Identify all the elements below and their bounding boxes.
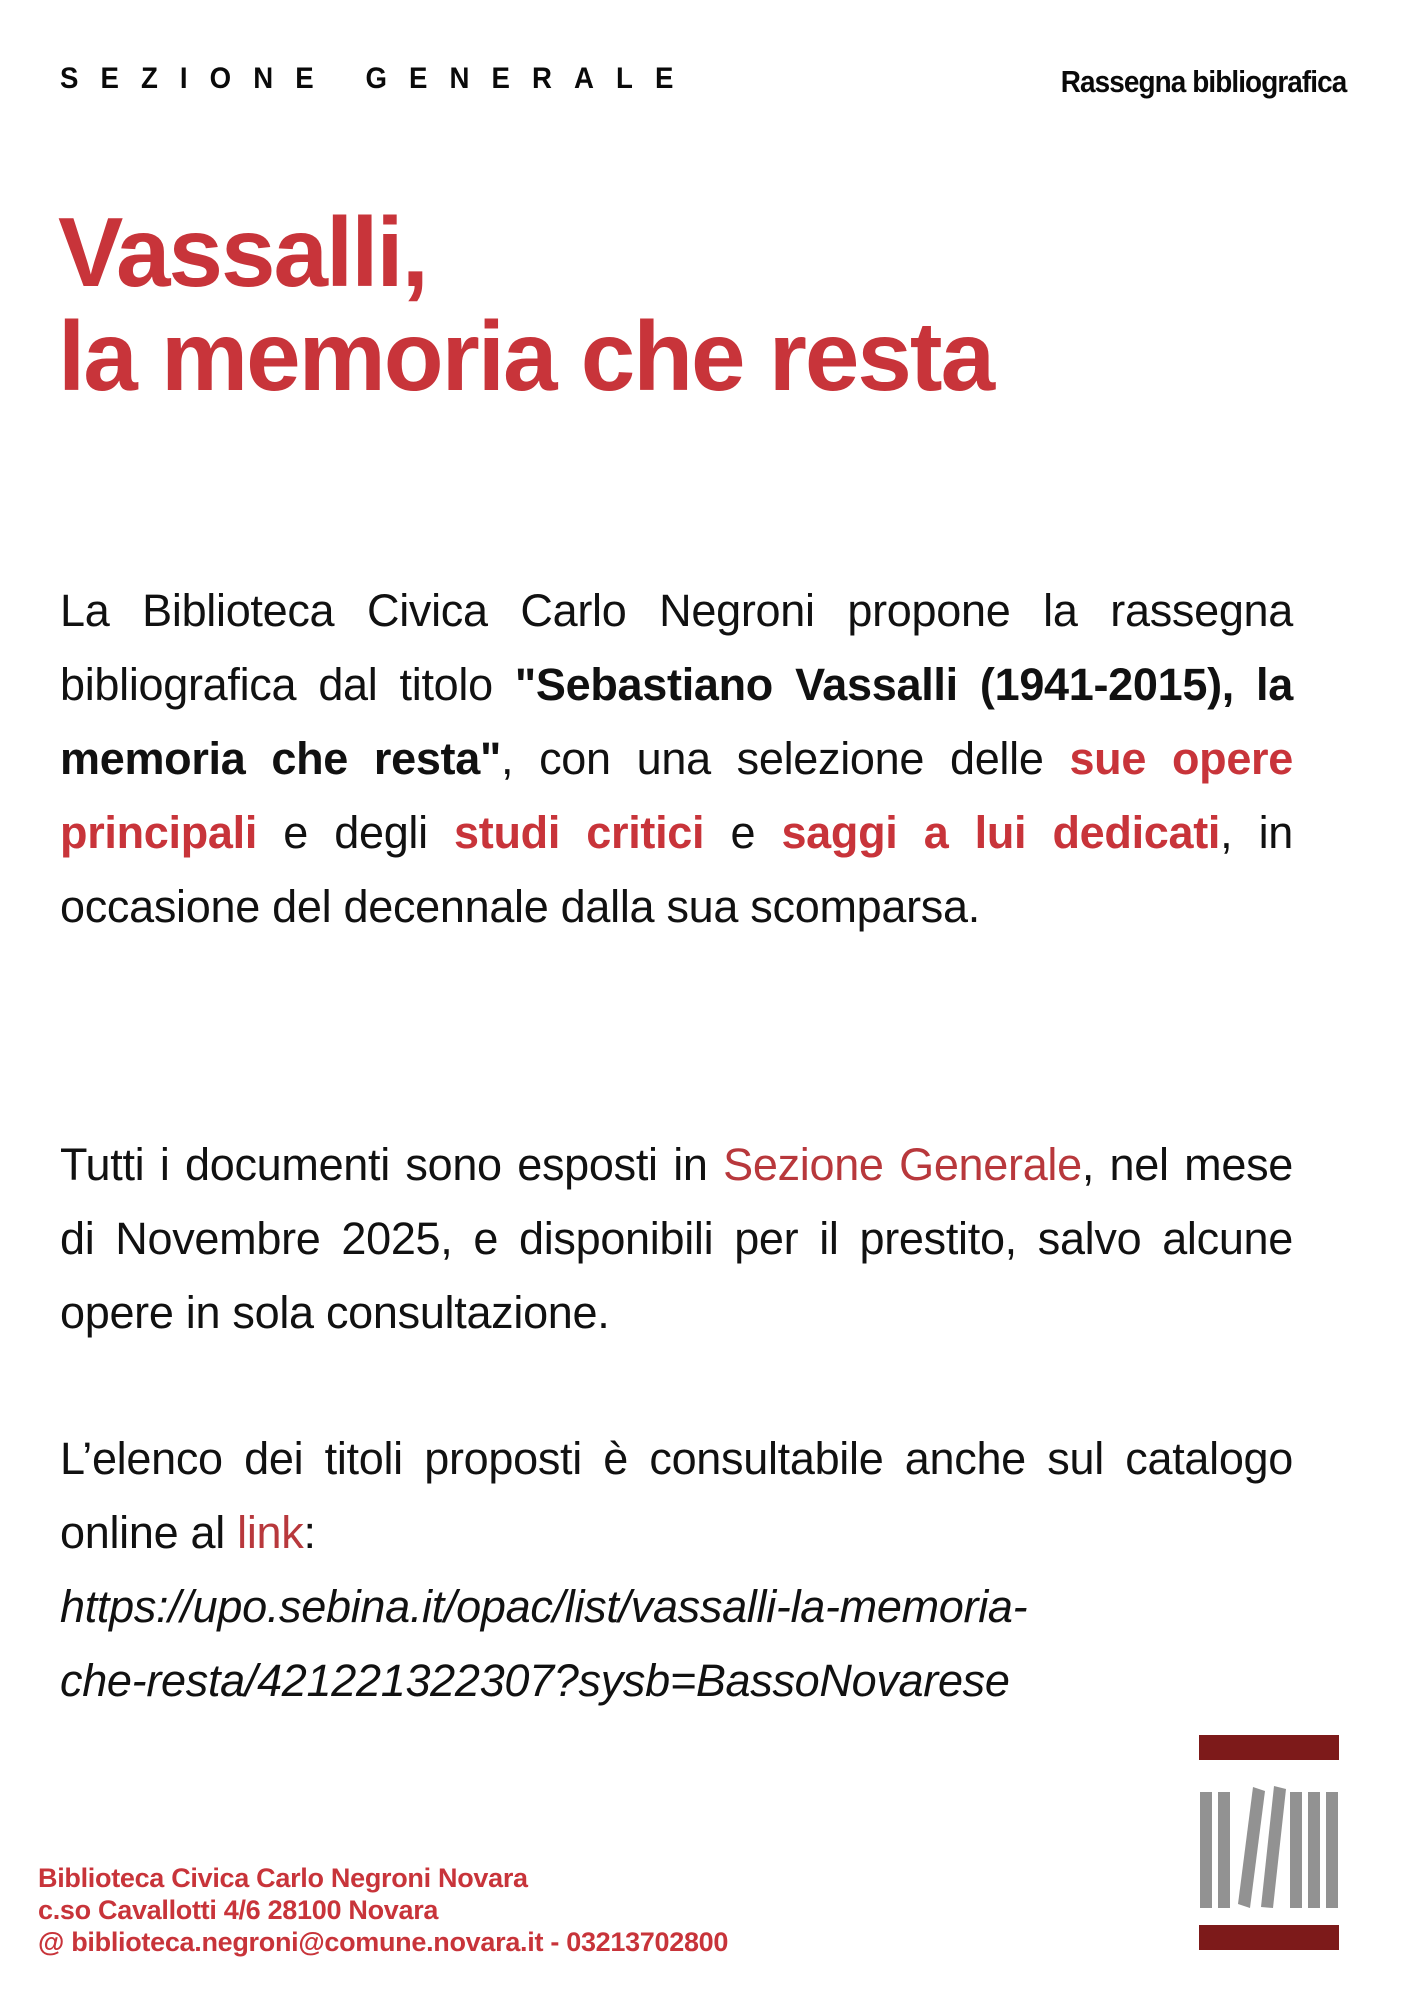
location-text-2: , nel mese di Novembre 2025, e disponibili per il prestito, salvo alcune opere in sola consultazione. <box>60 1139 1293 1338</box>
footer-contact <box>38 1862 728 1958</box>
intro-text-3: e degli <box>257 807 455 858</box>
intro-paragraph <box>60 574 1293 944</box>
section-label: SEZIONE GENERALE <box>60 62 696 95</box>
location-paragraph <box>60 1128 1293 1350</box>
title-line-1: Vassalli, <box>58 197 427 307</box>
section-link: Sezione Generale <box>723 1139 1082 1190</box>
exhibition-title: "Sebastiano Vassalli (1941-2015), la memoria che resta" <box>60 659 1293 784</box>
intro-text-1: La Biblioteca Civica Carlo Negroni propone la rassegna bibliografica dal titolo <box>60 585 1293 710</box>
highlight-critical-studies: studi critici <box>454 807 705 858</box>
catalog-url-line-1[interactable]: https://upo.sebina.it/opac/list/vassalli-la-memoria- <box>60 1581 1028 1632</box>
location-text-1: Tutti i documenti sono esposti in <box>60 1139 724 1190</box>
footer-address: c.so Cavallotti 4/6 28100 Novara <box>38 1895 439 1925</box>
footer-library-name: Biblioteca Civica Carlo Negroni Novara <box>38 1863 528 1893</box>
catalog-paragraph <box>60 1422 1293 1718</box>
intro-text-2: , con una selezione delle <box>501 733 1070 784</box>
catalog-text-2: : <box>303 1507 316 1558</box>
highlight-main-works: sue opere principali <box>60 733 1293 858</box>
intro-text-4: e <box>704 807 782 858</box>
intro-text-5: , in occasione del decennale dalla sua scomparsa. <box>60 807 1293 932</box>
library-books-logo-icon <box>1199 1735 1339 1950</box>
footer-email-phone: @ biblioteca.negroni@comune.novara.it - 03213702800 <box>38 1927 729 1957</box>
page-title <box>58 197 994 411</box>
highlight-dedicated-essays: saggi a lui dedicati <box>781 807 1221 858</box>
catalog-url-line-2[interactable]: che-resta/421221322307?sysb=BassoNovarese <box>60 1655 1010 1706</box>
catalog-text-1: L’elenco dei titoli proposti è consultabile anche sul catalogo online al <box>60 1433 1293 1558</box>
category-label: Rassegna bibliografica <box>1060 64 1346 99</box>
catalog-link[interactable]: link <box>237 1507 304 1558</box>
title-line-2: la memoria che resta <box>58 301 994 411</box>
